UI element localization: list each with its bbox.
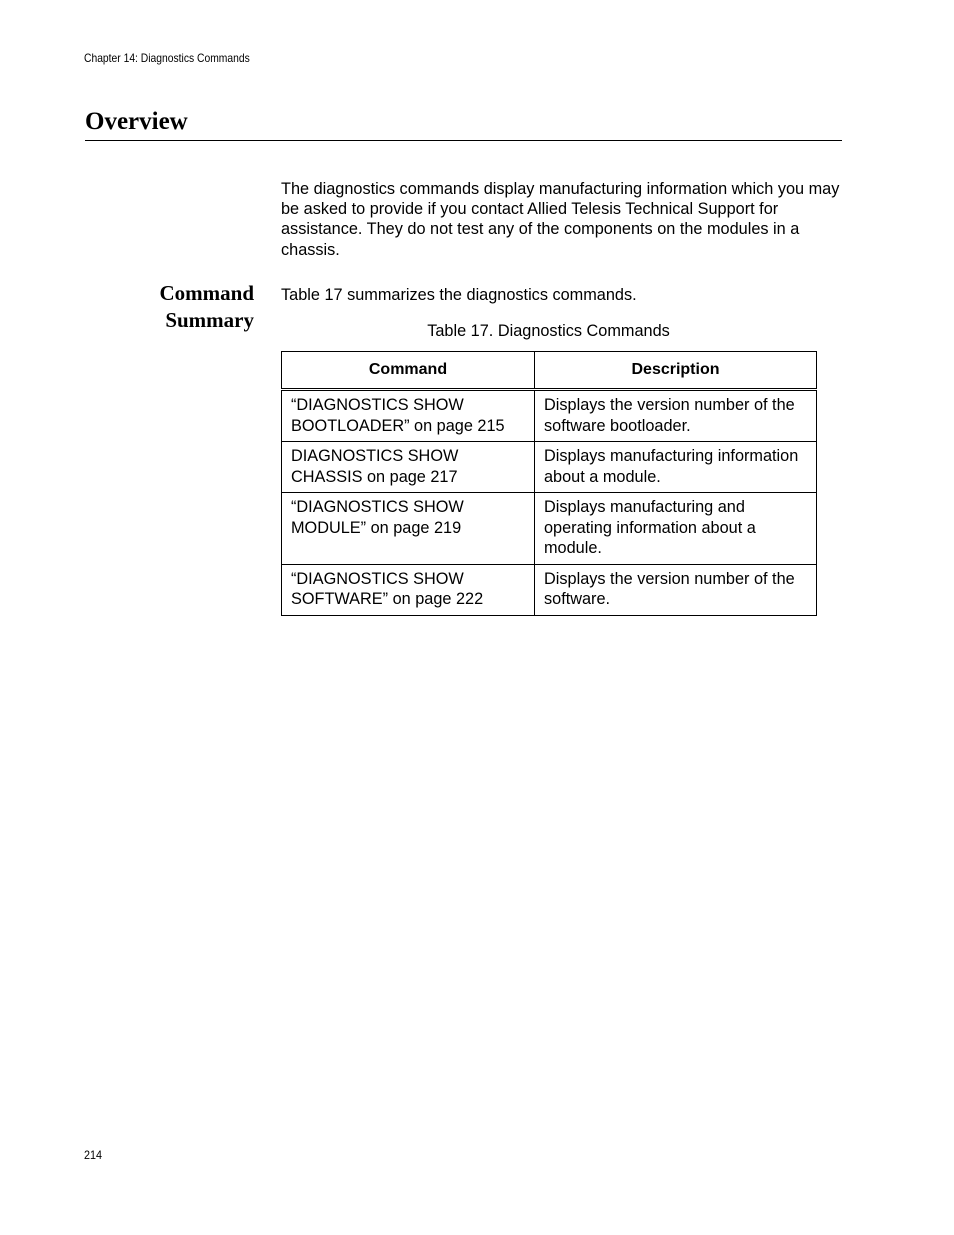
- column-header-description: Description: [535, 352, 817, 390]
- column-header-command: Command: [282, 352, 535, 390]
- command-description: Displays the version number of the software.: [535, 564, 817, 615]
- heading-line-1: Command: [159, 281, 254, 305]
- command-link[interactable]: “DIAGNOSTICS SHOW BOOTLOADER” on page 215: [282, 390, 535, 442]
- command-link[interactable]: “DIAGNOSTICS SHOW SOFTWARE” on page 222: [282, 564, 535, 615]
- summary-text: Table 17 summarizes the diagnostics commands.: [281, 286, 637, 304]
- command-summary-heading: [120, 280, 254, 334]
- title-rule: [85, 140, 842, 141]
- running-header: Chapter 14: Diagnostics Commands: [84, 51, 250, 65]
- table-row: [282, 564, 817, 615]
- diagnostics-commands-table: [281, 351, 817, 616]
- table-header-row: [282, 352, 817, 390]
- table-caption: Table 17. Diagnostics Commands: [427, 322, 670, 340]
- table-row: [282, 442, 817, 493]
- heading-line-2: Summary: [165, 308, 254, 332]
- command-link[interactable]: DIAGNOSTICS SHOW CHASSIS on page 217: [282, 442, 535, 493]
- page-number: 214: [84, 1148, 103, 1162]
- command-link[interactable]: “DIAGNOSTICS SHOW MODULE” on page 219: [282, 493, 535, 565]
- command-description: Displays manufacturing information about a module.: [535, 442, 817, 493]
- intro-paragraph: The diagnostics commands display manufacturing information which you may be asked to provide if you contact Allied Telesis Technical Support for assistance. They do not test any of the components on the modules in a chassis.: [281, 180, 840, 259]
- section-title: Overview: [85, 108, 188, 135]
- table-row: [282, 493, 817, 565]
- command-description: Displays the version number of the software bootloader.: [535, 390, 817, 442]
- command-description: Displays manufacturing and operating information about a module.: [535, 493, 817, 565]
- table-row: [282, 390, 817, 442]
